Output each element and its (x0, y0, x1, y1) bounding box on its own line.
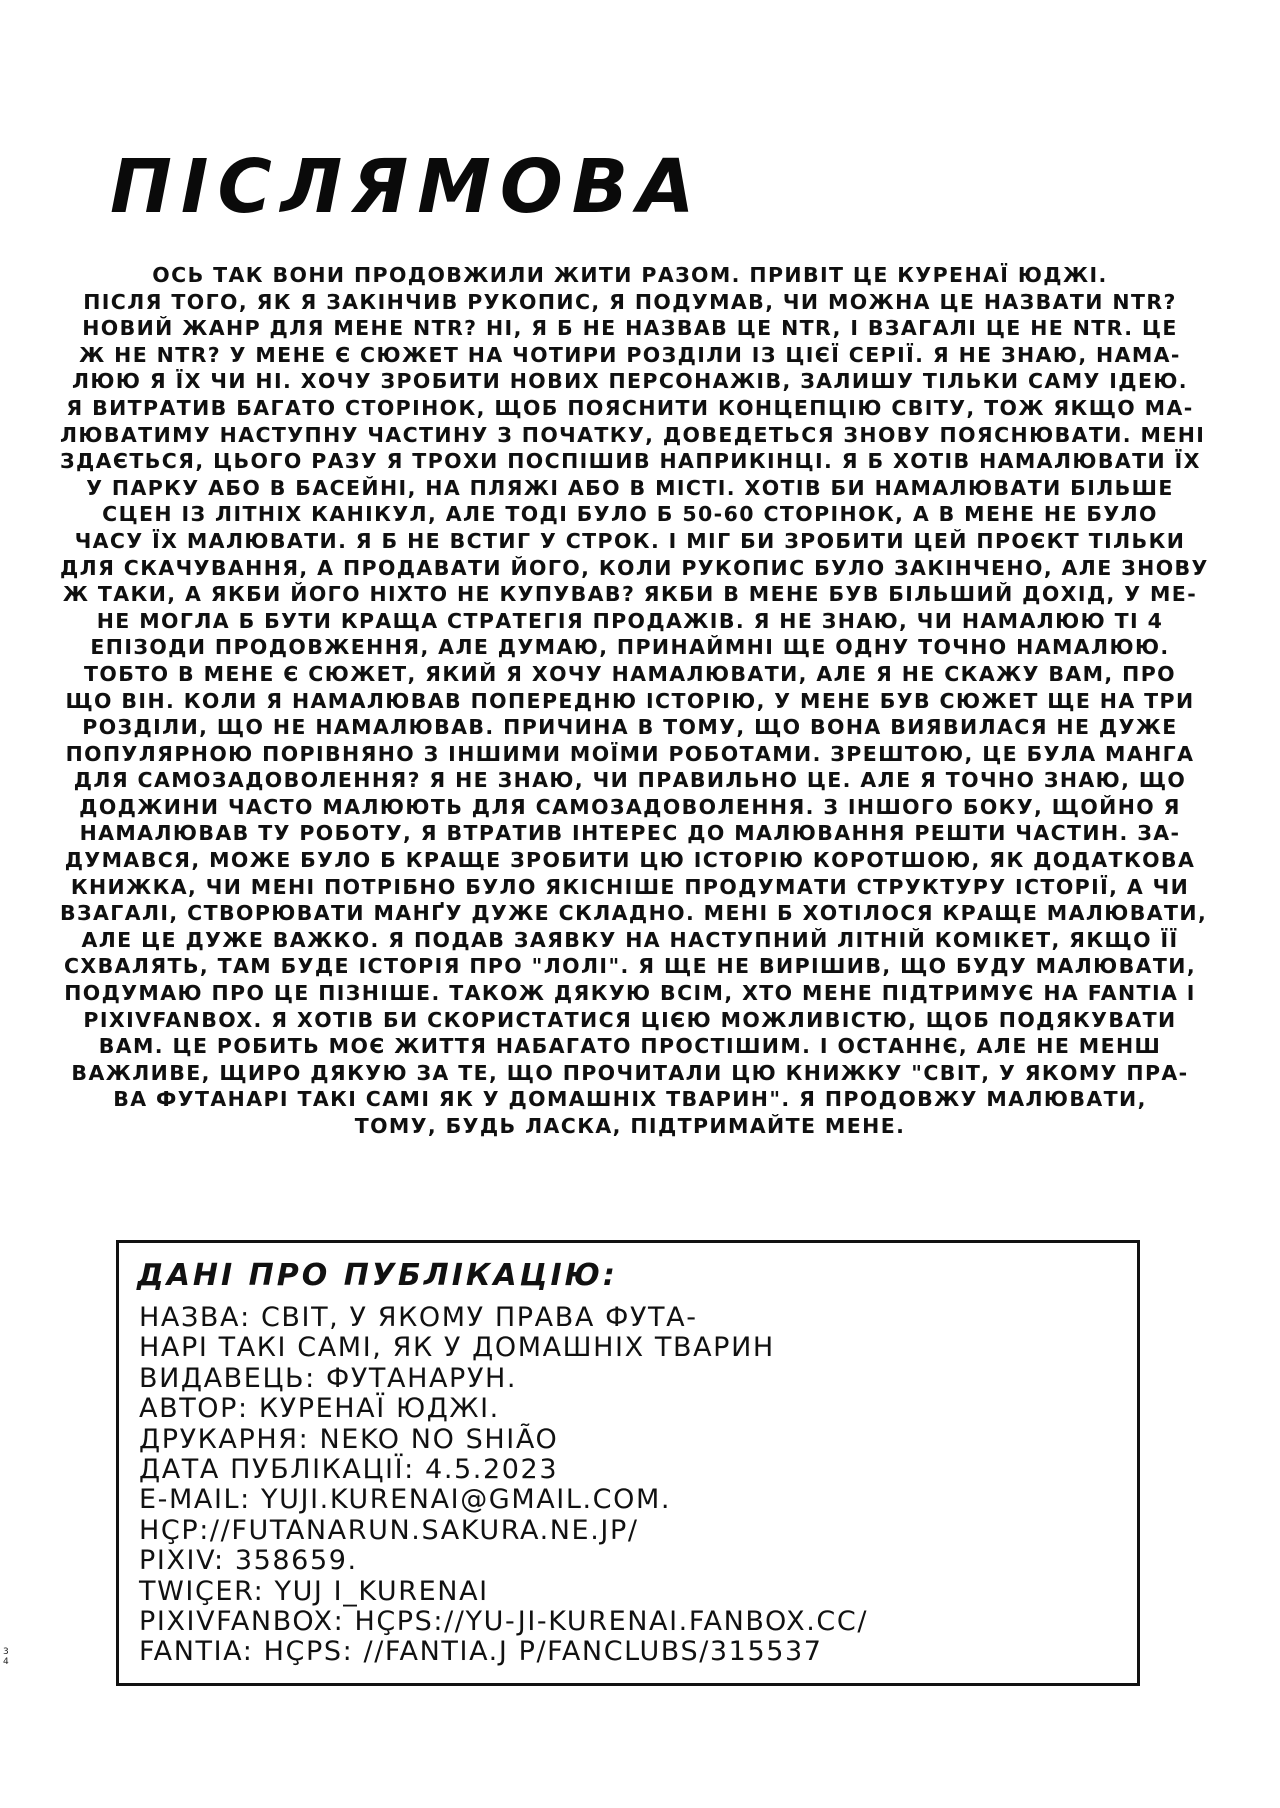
afterword-line: ДОДЖИНИ ЧАСТО МАЛЮЮТЬ ДЛЯ САМОЗАДОВОЛЕННЯ. З ІНШОГО БОКУ, ЩОЙНО Я (79, 794, 1181, 819)
afterword-line: ЧАСУ ЇХ МАЛЮВАТИ. Я Б НЕ ВСТИГ У СТРОК. І МІГ БИ ЗРОБИТИ ЦЕЙ ПРОЄКТ ТІЛЬКИ (74, 528, 1186, 553)
afterword-line: У ПАРКУ АБО В БАСЕЙНІ, НА ПЛЯЖІ АБО В МІСТІ. ХОТІВ БИ НАМАЛЮВАТИ БІЛЬШЕ (86, 475, 1174, 500)
afterword-title: ПІСЛЯМОВА (110, 144, 704, 230)
twitter-line: TWIÇER: YUJ I_KURENAI (139, 1575, 489, 1607)
afterword-line: ДЛЯ СКАЧУВАННЯ, А ПРОДАВАТИ ЙОГО, КОЛИ РУКОПИС БУЛО ЗАКІНЧЕНО, АЛЕ ЗНОВУ (60, 555, 1209, 580)
publication-date-line: ДАТА ПУБЛІКАЦІЇ: 4.5.2023 (139, 1454, 559, 1486)
afterword-line: PIXIVFANBOX. Я ХОТІВ БИ СКОРИСТАТИСЯ ЦІЄЮ МОЖЛИВІСТЮ, ЩОБ ПОДЯКУВАТИ (83, 1007, 1177, 1032)
afterword-line: РОЗДІЛИ, ЩО НЕ НАМАЛЮВАВ. ПРИЧИНА В ТОМУ, ЩО ВОНА ВИЯВИЛАСЯ НЕ ДУЖЕ (82, 715, 1178, 740)
printer-line: ДРУКАРНЯ: NEKO NO SHIÃO (139, 1423, 559, 1455)
afterword-line: ВА ФУТАНАРІ ТАКІ САМІ ЯК У ДОМАШНІХ ТВАРИН". Я ПРОДОВЖУ МАЛЮВАТИ, (113, 1087, 1147, 1112)
afterword-line: Я ВИТРАТИВ БАГАТО СТОРІНОК, ЩОБ ПОЯСНИТИ КОНЦЕПЦІЮ СВІТУ, ТОЖ ЯКЩО МА- (66, 395, 1194, 420)
afterword-line: КНИЖКА, ЧИ МЕНІ ПОТРІБНО БУЛО ЯКІСНІШЕ ПРОДУМАТИ СТРУКТУРУ ІСТОРІЇ, А ЧИ (70, 874, 1190, 899)
afterword-line: НАМАЛЮВАВ ТУ РОБОТУ, Я ВТРАТИВ ІНТЕРЕС ДО МАЛЮВАННЯ РЕШТИ ЧАСТИН. ЗА- (79, 821, 1181, 846)
publication-info-title: ДАНІ ПРО ПУБЛІКАЦІЮ: (137, 1258, 618, 1293)
afterword-line: ДУМАВСЯ, МОЖЕ БУЛО Б КРАЩЕ ЗРОБИТИ ЦЮ ІСТОРІЮ КОРОТШОЮ, ЯК ДОДАТКОВА (64, 848, 1196, 873)
afterword-line: СХВАЛЯТЬ, ТАМ БУДЕ ІСТОРІЯ ПРО "ЛОЛІ". Я ЩЕ НЕ ВИРІШИВ, ЩО БУДУ МАЛЮВАТИ, (63, 954, 1197, 979)
afterword-line: ЛЮЮ Я ЇХ ЧИ НІ. ХОЧУ ЗРОБИТИ НОВИХ ПЕРСОНАЖІВ, ЗАЛИШУ ТІЛЬКИ САМУ ІДЕЮ. (71, 369, 1188, 394)
afterword-line: ТОМУ, БУДЬ ЛАСКА, ПІДТРИМАЙТЕ МЕНЕ. (354, 1114, 906, 1138)
publication-title-line: НАЗВА: СВІТ, У ЯКОМУ ПРАВА ФУТА- (139, 1302, 698, 1333)
afterword-line: ЗДАЄТЬСЯ, ЦЬОГО РАЗУ Я ТРОХИ ПОСПІШИВ НАПРИКІНЦІ. Я Б ХОТІВ НАМАЛЮВАТИ ЇХ (60, 449, 1201, 474)
fantia-line: FANTIA: HÇPS: //FANTIA.J P/FANCLUBS/315537 (139, 1636, 823, 1668)
afterword-line: ТОБТО В МЕНЕ Є СЮЖЕТ, ЯКИЙ Я ХОЧУ НАМАЛЮВАТИ, АЛЕ Я НЕ СКАЖУ ВАМ, ПРО (84, 661, 1176, 686)
publisher-line: ВИДАВЕЦЬ: ФУТАНАРУН. (139, 1362, 518, 1394)
afterword-line: Ж НЕ NTR? У МЕНЕ Є СЮЖЕТ НА ЧОТИРИ РОЗДІЛИ ІЗ ЦІЄЇ СЕРІЇ. Я НЕ ЗНАЮ, НАМА- (79, 342, 1181, 367)
afterword-line: ВАМ. ЦЕ РОБИТЬ МОЄ ЖИТТЯ НАБАГАТО ПРОСТІШИМ. І ОСТАННЄ, АЛЕ НЕ МЕНШ (98, 1034, 1162, 1059)
afterword-line: ЕПІЗОДИ ПРОДОВЖЕННЯ, АЛЕ ДУМАЮ, ПРИНАЙМНІ ЩЕ ОДНУ ТОЧНО НАМАЛЮЮ. (90, 635, 1170, 660)
email-line: E-MAIL: YUJI.KURENAI@GMAIL.COM. (139, 1484, 672, 1516)
afterword-line: ПОДУМАЮ ПРО ЦЕ ПІЗНІШЕ. ТАКОЖ ДЯКУЮ ВСІМ, ХТО МЕНЕ ПІДТРИМУЄ НА FANTIA І (64, 981, 1196, 1006)
afterword-line: АЛЕ ЦЕ ДУЖЕ ВАЖКО. Я ПОДАВ ЗАЯВКУ НА НАСТУПНИЙ ЛІТНІЙ КОМІКЕТ, ЯКЩО ЇЇ (81, 927, 1179, 952)
afterword-line: НОВИЙ ЖАНР ДЛЯ МЕНЕ NTR? НІ, Я Б НЕ НАЗВАВ ЦЕ NTR, І ВЗАГАЛІ ЦЕ НЕ NTR. ЦЕ (82, 316, 1178, 341)
afterword-line: НЕ МОГЛА Б БУТИ КРАЩА СТРАТЕГІЯ ПРОДАЖІВ. Я НЕ ЗНАЮ, ЧИ НАМАЛЮЮ ТІ 4 (96, 608, 1164, 633)
page-number: 34 (3, 1647, 9, 1667)
afterword-line: ВЗАГАЛІ, СТВОРЮВАТИ МАНҐУ ДУЖЕ СКЛАДНО. МЕНІ Б ХОТІЛОСЯ КРАЩЕ МАЛЮВАТИ, (60, 901, 1208, 926)
publication-title-line: НАРІ ТАКІ САМІ, ЯК У ДОМАШНІХ ТВАРИН (139, 1332, 775, 1364)
website-line: HÇP://FUTANARUN.SAKURA.NE.JP/ (139, 1514, 639, 1546)
afterword-line: ЛЮВАТИМУ НАСТУПНУ ЧАСТИНУ З ПОЧАТКУ, ДОВЕДЕТЬСЯ ЗНОВУ ПОЯСНЮВАТИ. МЕНІ (60, 422, 1206, 447)
author-line: АВТОР: КУРЕНАЇ ЮДЖІ. (139, 1393, 500, 1425)
pixiv-line: PIXIV: 358659. (139, 1545, 358, 1577)
afterword-line: ДЛЯ САМОЗАДОВОЛЕННЯ? Я НЕ ЗНАЮ, ЧИ ПРАВИЛЬНО ЦЕ. АЛЕ Я ТОЧНО ЗНАЮ, ЩО (73, 768, 1187, 793)
fanbox-line: PIXIVFANBOX: HÇPS://YU-JI-KURENAI.FANBOX.CC/ (139, 1606, 869, 1638)
afterword-body (60, 262, 1209, 1140)
afterword-line: ЩО ВІН. КОЛИ Я НАМАЛЮВАВ ПОПЕРЕДНЮ ІСТОРІЮ, У МЕНЕ БУВ СЮЖЕТ ЩЕ НА ТРИ (65, 688, 1195, 713)
afterword-line: ПОПУЛЯРНОЮ ПОРІВНЯНО З ІНШИМИ МОЇМИ РОБОТАМИ. ЗРЕШТОЮ, ЦЕ БУЛА МАНГА (65, 741, 1195, 766)
afterword-line: СЦЕН ІЗ ЛІТНІХ КАНІКУЛ, АЛЕ ТОДІ БУЛО Б 50-60 СТОРІНОК, А В МЕНЕ НЕ БУЛО (102, 502, 1158, 527)
afterword-line: ОСЬ ТАК ВОНИ ПРОДОВЖИЛИ ЖИТИ РАЗОМ. ПРИВІТ ЦЕ КУРЕНАЇ ЮДЖІ. (152, 263, 1108, 287)
afterword-line: ВАЖЛИВЕ, ЩИРО ДЯКУЮ ЗА ТЕ, ЩО ПРОЧИТАЛИ ЦЮ КНИЖКУ "СВІТ, У ЯКОМУ ПРА- (71, 1060, 1189, 1085)
publication-info-list (139, 1303, 868, 1668)
publication-info-box (116, 1240, 1140, 1686)
afterword-line: Ж ТАКИ, А ЯКБИ ЙОГО НІХТО НЕ КУПУВАВ? ЯКБИ В МЕНЕ БУВ БІЛЬШИЙ ДОХІД, У МЕ- (62, 582, 1198, 607)
afterword-line: ПІСЛЯ ТОГО, ЯК Я ЗАКІНЧИВ РУКОПИС, Я ПОДУМАВ, ЧИ МОЖНА ЦЕ НАЗВАТИ NTR? (83, 289, 1177, 314)
